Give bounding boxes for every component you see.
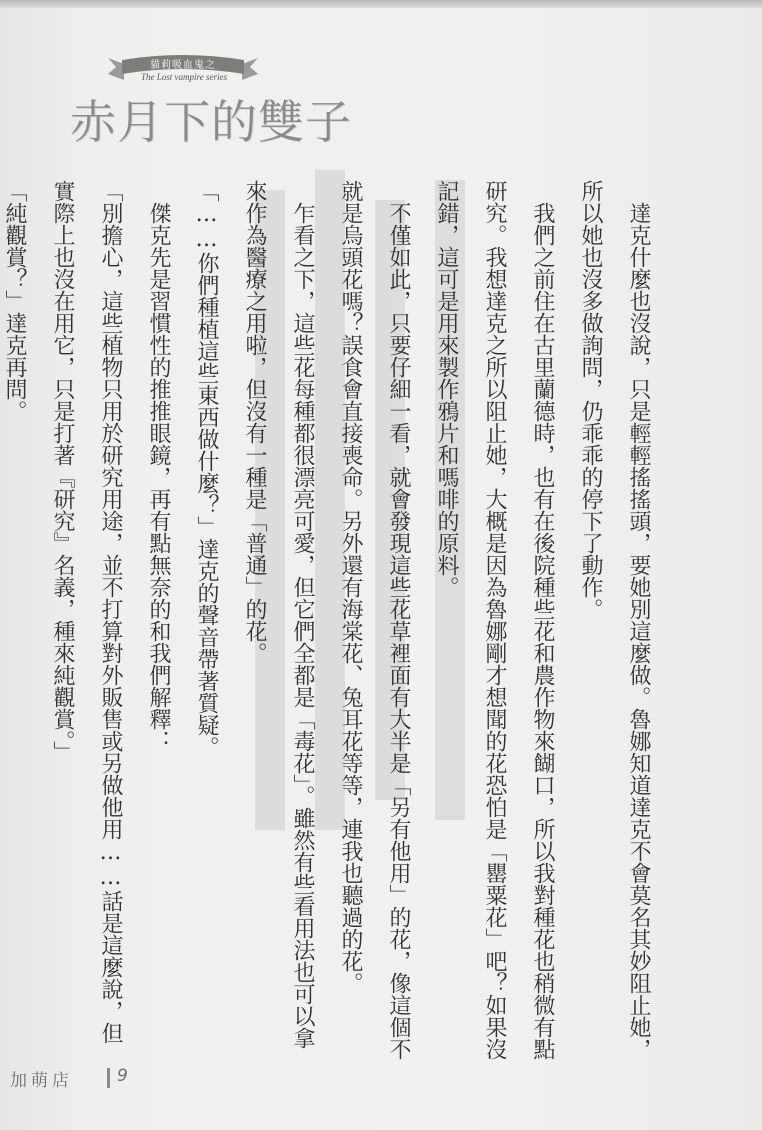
footer-divider [107, 1068, 110, 1088]
series-label-suffix: 吸血鬼之 [172, 60, 216, 71]
paragraph: 我們之前住在古里蘭德時，也有在後院種些花和農作物來餬口，所以我對種花也稍微有點研究。我想達克之所以阻止她，大概是因為魯娜剛才想聞的花恐怕是「罌粟花」吧？如果沒記錯，這可是用來製作鴉片和嗎啡的原料。 [434, 180, 555, 1060]
page-top-edge [0, 0, 762, 8]
paragraph: 「純觀賞？」達克再問。 [2, 180, 27, 422]
footer-publisher: 加萌店 [10, 1071, 73, 1091]
series-label-prefix: 貓莉 [150, 60, 172, 71]
paragraph: 「別擔心，這些植物只用於研究用途，並不打算對外販售或另做他用……話是這麼說，但實際上也沒在用它，只是打著『研究』名義，種來純觀賞。」 [50, 180, 123, 1044]
page-footer [0, 1064, 160, 1090]
book-title: 赤月下的雙子 [70, 95, 352, 149]
series-header [62, 40, 352, 150]
paragraph: 「……你們種植這些東西做什麼？」達克的聲音帶著質疑。 [194, 180, 219, 758]
paragraph: 不僅如此，只要仔細一看，就會發現這些花草裡面有大半是「另有他用」的花，像這個不就是烏頭花嗎？誤食會直接喪命。另外還有海棠花、兔耳花等等，連我也聽過的花。 [338, 180, 411, 1060]
paragraph: 達克什麼也沒說，只是輕輕搖搖頭，要她別這麼做。魯娜知道達克不會莫名其妙阻止她，所以她也沒多做詢問，仍乖乖的停下了動作。 [578, 180, 651, 1060]
paragraph: 傑克先是習慣性的推推眼鏡，再有點無奈的和我們解釋： [146, 202, 171, 752]
series-label [124, 56, 242, 71]
series-subtitle: The Lost vampire series [141, 72, 227, 82]
page-number: 9 [117, 1066, 128, 1086]
body-text [2, 180, 662, 1060]
paragraph: 乍看之下，這些花每種都很漂亮可愛，但它們全都是「毒花」。雖然有些看用法也可以拿來作為醫療之用啦，但沒有一種是「普通」的花。 [242, 180, 315, 1049]
